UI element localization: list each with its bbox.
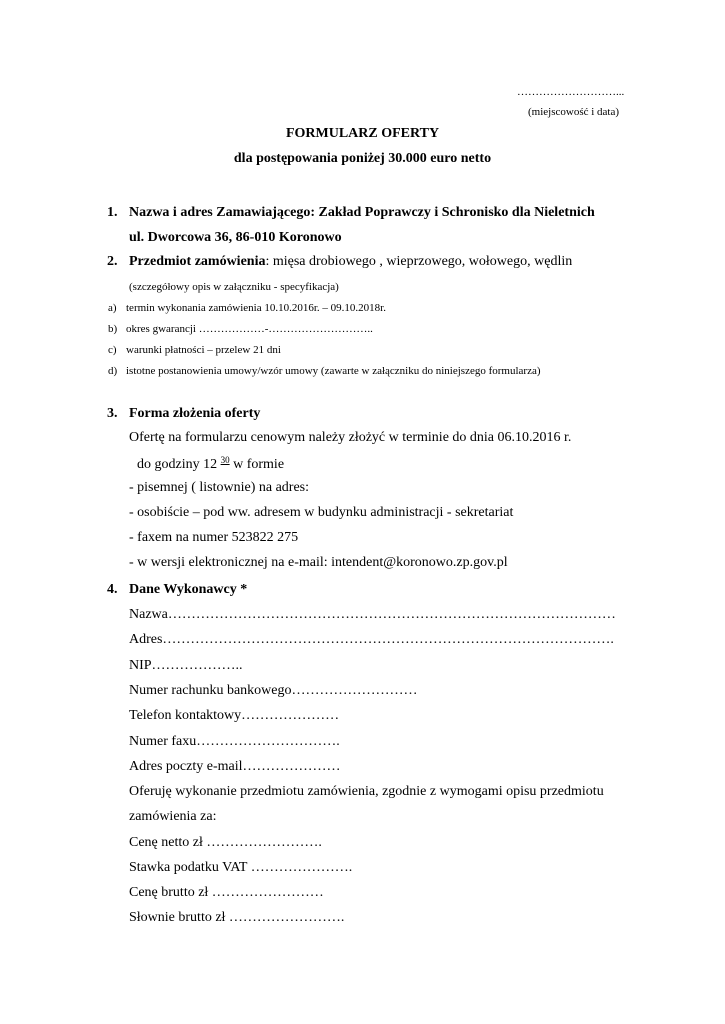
section-4-number: 4. (107, 582, 118, 597)
section-1-line1: Nazwa i adres Zamawiającego: Zakład Poprawczy i Schronisko dla Nieletnich (129, 205, 595, 220)
section-3-line2: do godziny 12 $^{30}$ w formie (137, 455, 285, 472)
submission-option: - faxem na numer 523822 275 (129, 530, 299, 545)
section-2-number: 2. (107, 254, 118, 269)
page-title: FORMULARZ OFERTY (285, 126, 440, 141)
section-1-line2: ul. Dworcowa 36, 86-010 Koronowo (129, 230, 342, 245)
fax-field[interactable]: Numer faxu…………………………. (129, 734, 340, 749)
section-3-heading (107, 406, 260, 422)
gross-in-words-field[interactable]: Słownie brutto zł ……………………. (129, 910, 345, 925)
nip-field[interactable]: NIP……………….. (129, 658, 243, 673)
net-price-field[interactable]: Cenę netto zł ……………………. (129, 835, 322, 850)
section-2-label: Przedmiot zamówienia (129, 254, 266, 269)
offer-line2: zamówienia za: (129, 809, 217, 824)
contractor-address-field[interactable]: Adres……………………………………………………………………………………. (129, 632, 614, 647)
section-1-heading (107, 205, 595, 221)
list-item: b) okres gwarancji ………………-……………………….. (108, 323, 373, 335)
contractor-name-field[interactable]: Nazwa…………………………………………………………………………………… (129, 607, 616, 622)
submission-option: - w wersji elektronicznej na e-mail: intendent@koronowo.zp.gov.pl (129, 555, 508, 570)
gross-price-field[interactable]: Cenę brutto zł …………………… (129, 885, 324, 900)
phone-field[interactable]: Telefon kontaktowy………………… (129, 708, 340, 723)
section-2-heading (107, 254, 572, 270)
section-2-note: (szczegółowy opis w załączniku - specyfikacja) (129, 281, 339, 293)
email-field[interactable]: Adres poczty e-mail………………… (129, 759, 341, 774)
bank-account-field[interactable]: Numer rachunku bankowego……………………… (129, 683, 418, 698)
section-3-line1: Ofertę na formularzu cenowym należy złożyć w terminie do dnia 06.10.2016 r. (129, 430, 572, 445)
list-item: a) termin wykonania zamówienia 10.10.2016r. – 09.10.2018r. (108, 302, 386, 314)
page-subtitle: dla postępowania poniżej 30.000 euro netto (233, 151, 492, 166)
submission-option: - pisemnej ( listownie) na adres: (129, 480, 310, 495)
place-date-label: (miejscowość i data) (528, 106, 620, 118)
section-2-value: : mięsa drobiowego , wieprzowego, wołowego, wędlin (265, 254, 573, 269)
hour-minutes-superscript: 30 (220, 455, 230, 465)
offer-line1: Oferuję wykonanie przedmiotu zamówienia, zgodnie z wymogami opisu przedmiotu (129, 784, 604, 799)
section-3-number: 3. (107, 406, 118, 421)
submission-option: - osobiście – pod ww. adresem w budynku administracji - sekretariat (129, 505, 514, 520)
section-4-heading (107, 582, 247, 598)
vat-rate-field[interactable]: Stawka podatku VAT …………………. (129, 860, 353, 875)
list-item: d) istotne postanowienia umowy/wzór umowy (zawarte w załączniku do niniejszego formularza) (108, 365, 541, 377)
place-date-dots: ………………………... (517, 86, 625, 98)
list-item: c) warunki płatności – przelew 21 dni (108, 344, 281, 356)
section-4-title: Dane Wykonawcy * (129, 582, 248, 597)
section-3-title: Forma złożenia oferty (129, 406, 261, 421)
section-1-number: 1. (107, 205, 118, 220)
